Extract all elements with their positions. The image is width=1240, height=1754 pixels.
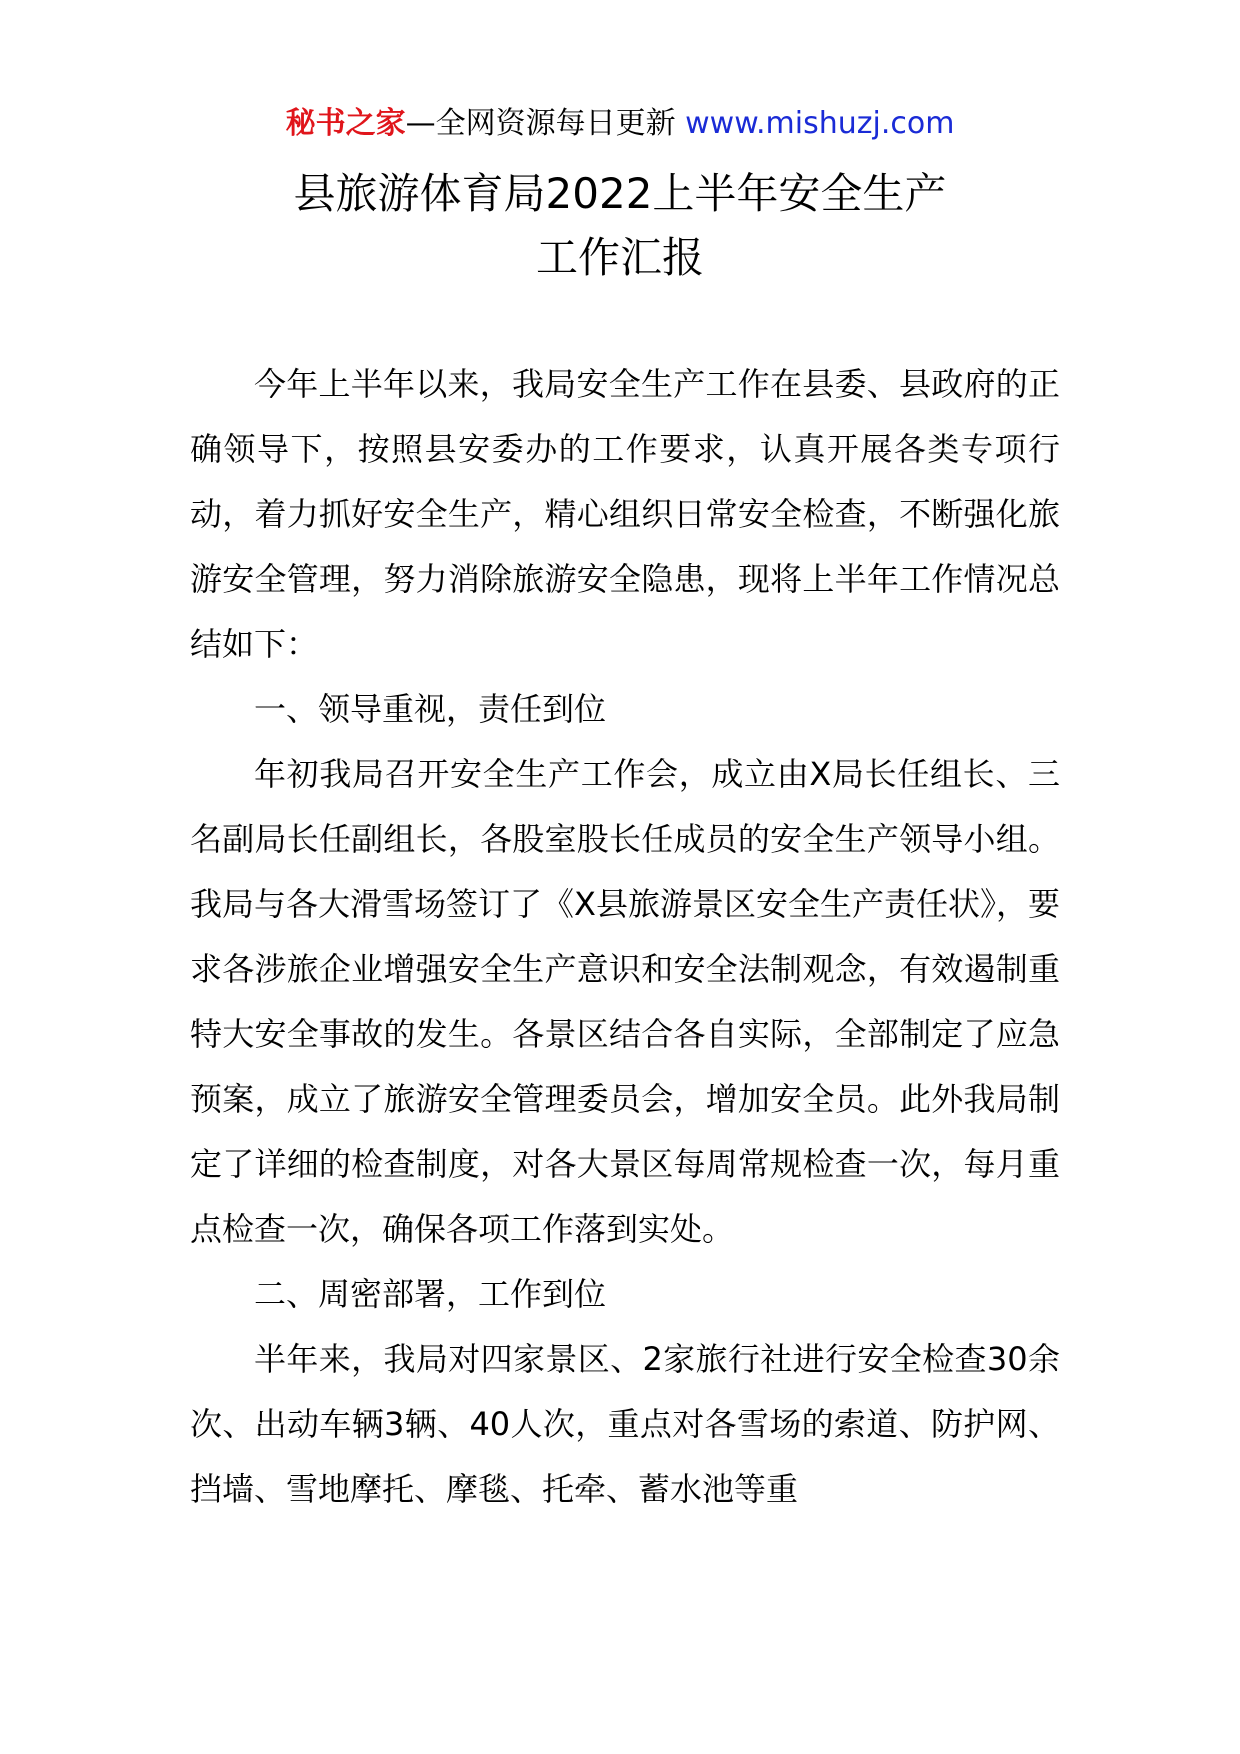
site-header — [0, 100, 1240, 148]
intro-paragraph: 今年上半年以来，我局安全生产工作在县委、县政府的正确领导下，按照县安委办的工作要求，认真开展各类专项行动，着力抓好安全生产，精心组织日常安全检查，不断强化旅游安全管理，努力消除旅游安全隐患，现将上半年工作情况总结如下： — [190, 365, 1060, 663]
site-tagline: —全网资源每日更新 — [405, 106, 676, 141]
section-1-heading: 一、领导重视，责任到位 — [254, 690, 607, 728]
section-2-heading: 二、周密部署，工作到位 — [254, 1275, 607, 1313]
section-1-paragraph: 年初我局召开安全生产工作会，成立由X局长任组长、三名副局长任副组长，各股室股长任成员的安全生产领导小组。我局与各大滑雪场签订了《X县旅游景区安全生产责任状》，要求各涉旅企业增强安全生产意识和安全法制观念，有效遏制重特大安全事故的发生。各景区结合各自实际，全部制定了应急预案，成立了旅游安全管理委员会，增加安全员。此外我局制定了详细的检查制度，对各大景区每周常规检查一次，每月重点检查一次，确保各项工作落到实处。 — [190, 755, 1060, 1248]
section-2-paragraph: 半年来，我局对四家景区、2家旅行社进行安全检查30余次、出动车辆3辆、40人次，重点对各雪场的索道、防护网、挡墙、雪地摩托、摩毯、托牵、蓄水池等重 — [190, 1340, 1060, 1508]
site-url-link[interactable]: www.mishuzj.com — [685, 106, 955, 141]
document-title-line-2: 工作汇报 — [535, 233, 704, 282]
document-body — [190, 352, 1060, 1522]
site-brand: 秘书之家 — [285, 106, 406, 141]
document-title-line-1: 县旅游体育局2022上半年安全生产 — [293, 169, 947, 218]
